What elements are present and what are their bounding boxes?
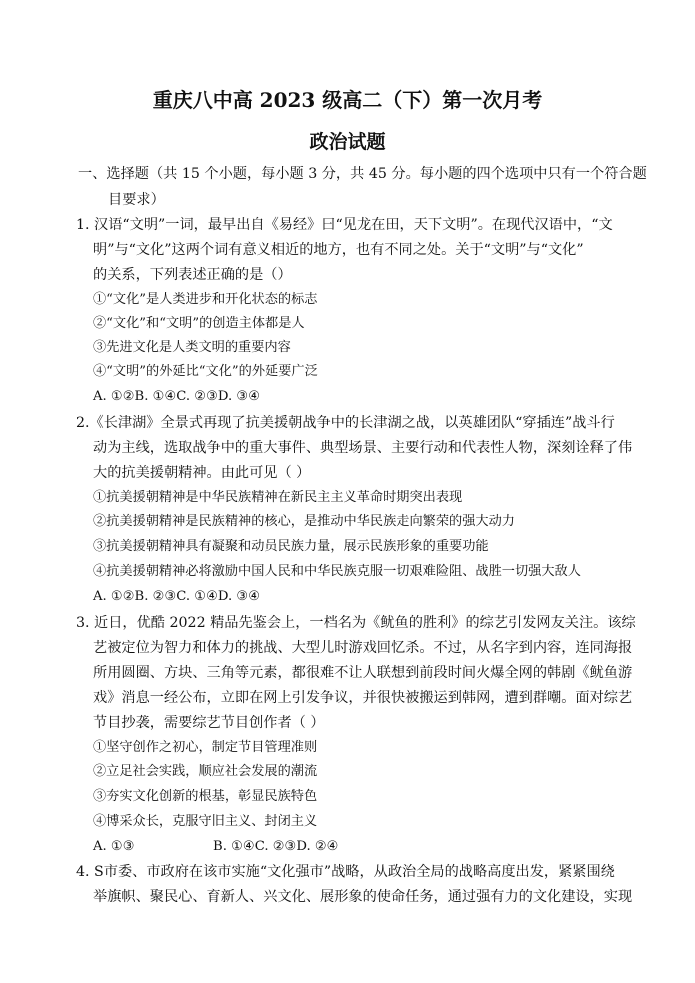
section-heading: 一、选择题（共 15 个小题，每小题 3 分，共 45 分。每小题的四个选项中只有一个符合题 — [78, 166, 647, 182]
q1-stem-line: 的关系，下列表述正确的是（） — [93, 267, 292, 283]
q1-stem-line: 明”与“文化”这两个词有意义相近的地方，也有不同之处。关于“文明”与“文化” — [93, 242, 584, 258]
q2-statement: ②抗美援朝精神是民族精神的核心，是推动中华民族走向繁荣的强大动力 — [93, 514, 515, 529]
q3-stem-line: 艺被定位为智力和体力的挑战、大型儿时游戏回忆杀。不过，从名字到内容，连同海报 — [93, 640, 633, 656]
q3-options-bcd: B. ①④C. ②③D. ②④ — [213, 839, 339, 854]
q2-statement: ③抗美援朝精神具有凝聚和动员民族力量，展示民族形象的重要功能 — [93, 539, 489, 554]
q4-stem-line: 举旗帜、聚民心、育新人、兴文化、展形象的使命任务，通过强有力的文化建设，实现 — [93, 889, 633, 905]
q3-statement: ②立足社会实践，顺应社会发展的潮流 — [93, 764, 318, 779]
q2-statement: ④抗美援朝精神必将激励中国人民和中华民族克服一切艰难险阻、战胜一切强大敌人 — [93, 564, 581, 579]
q3-stem-line: 节目抄袭，需要综艺节目创作者（ ） — [93, 715, 325, 731]
q1-statement: ④“文明”的外延比“文化”的外延要广泛 — [93, 364, 318, 379]
q3-statement: ③夯实文化创新的根基，彰显民族特色 — [93, 789, 318, 804]
q2-stem-line: 2.《长津湖》全景式再现了抗美援朝战争中的长津湖之战，以英雄团队“穿插连”战斗行 — [76, 415, 615, 431]
q2-statement: ①抗美援朝精神是中华民族精神在新民主主义革命时期突出表现 — [93, 490, 463, 505]
q1-stem-line: 1. 汉语“文明”一词，最早出自《易经》曰“见龙在田，天下文明”。在现代汉语中，“文 — [76, 217, 613, 233]
exam-subtitle: 政治试题 — [309, 131, 386, 153]
q3-statement: ①坚守创作之初心，制定节目管理准则 — [93, 740, 318, 755]
exam-title: 重庆八中高 2023 级高二（下）第一次月考 — [152, 88, 543, 112]
q1-statement: ①“文化”是人类进步和开化状态的标志 — [93, 292, 318, 307]
q3-stem-line: 所用圆圈、方块、三角等元素，都很难不让人联想到前段时间火爆全网的韩剧《鱿鱼游 — [93, 665, 633, 681]
q2-stem-line: 动为主线，选取战争中的重大事件、典型场景、主要行动和代表性人物，深刻诠释了伟 — [93, 440, 633, 456]
section-heading-cont: 目要求） — [108, 192, 165, 208]
q4-stem-line: 4. S市委、市政府在该市实施“文化强市”战略，从政治全局的战略高度出发，紧紧围绕 — [76, 864, 615, 880]
q1-options: A. ①②B. ①④C. ②③D. ③④ — [93, 389, 261, 404]
q2-stem-line: 大的抗美援朝精神。由此可见（ ） — [93, 465, 311, 481]
q2-options: A. ①②B. ②③C. ①④D. ③④ — [93, 589, 261, 604]
q1-statement: ③先进文化是人类文明的重要内容 — [93, 340, 291, 355]
q3-option-a: A. ①③ — [93, 839, 135, 854]
q1-statement: ②“文化”和“文明”的创造主体都是人 — [93, 316, 305, 331]
q3-statement: ④博采众长，克服守旧主义、封闭主义 — [93, 814, 318, 829]
q3-stem-line: 戏》消息一经公布，立即在网上引发争议，并很快被搬运到韩网，遭到群嘲。面对综艺 — [93, 690, 633, 706]
q3-stem-line: 3. 近日，优酷 2022 精品先鉴会上，一档名为《鱿鱼的胜利》的综艺引发网友关注。该综 — [76, 615, 636, 631]
